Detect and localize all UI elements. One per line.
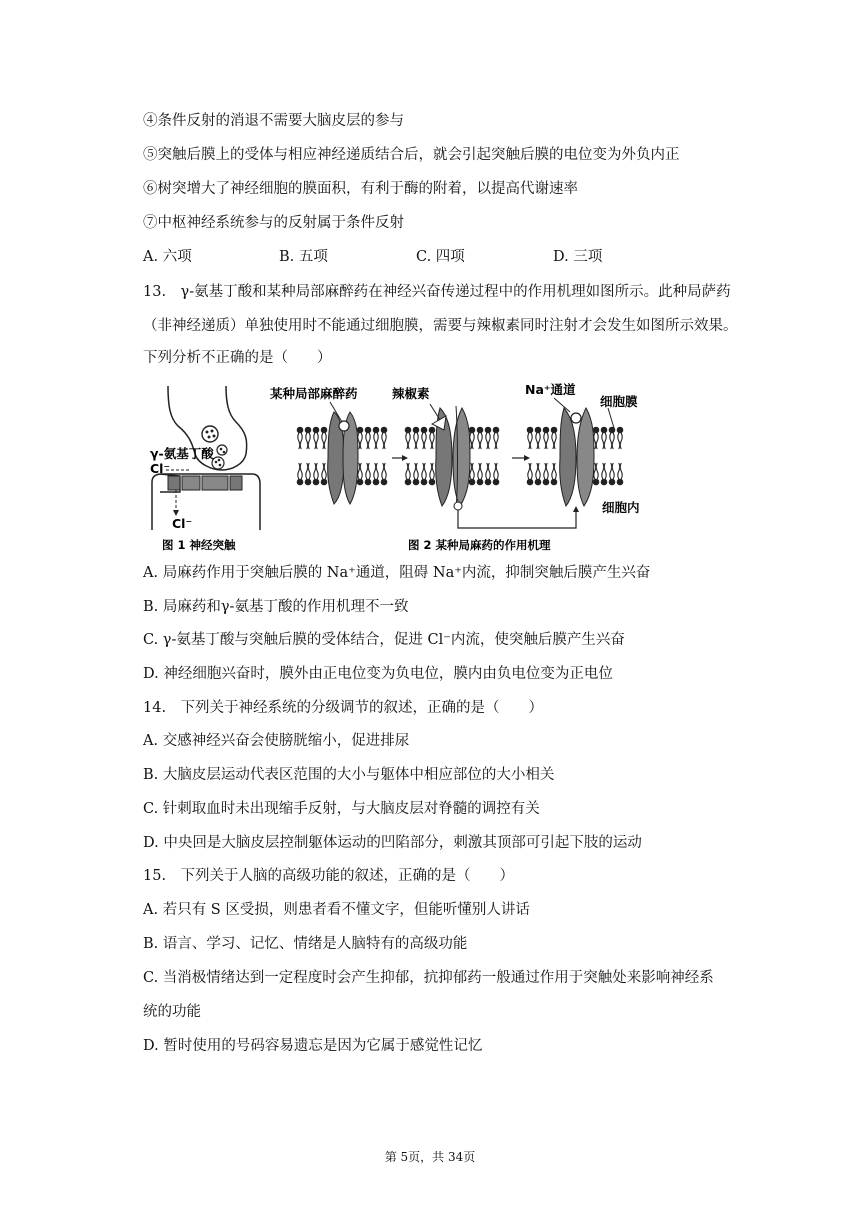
q13-stem-line-1: 13. γ-氨基丁酸和某种局部麻醉药在神经兴奋传递过程中的作用机理如图所示。此种局萨药 (143, 284, 731, 300)
fig2-caption: 图 2 某种局麻药的作用机理 (408, 538, 551, 552)
q14-option-a[interactable]: A. 交感神经兴奋会使膀胱缩小，促进排尿 (143, 733, 410, 749)
q15-option-a[interactable]: A. 若只有 S 区受损，则患者看不懂文字，但能听懂别人讲话 (143, 902, 530, 918)
q15-option-c-cont: 统的功能 (143, 1004, 201, 1020)
q12-options (143, 247, 602, 267)
q14-stem: 14. 下列关于神经系统的分级调节的叙述，正确的是（ ） (143, 700, 544, 716)
item-4: ④条件反射的消退不需要大脑皮层的参与 (143, 113, 404, 129)
q15-option-d[interactable]: D. 暂时使用的号码容易遗忘是因为它属于感觉性记忆 (143, 1038, 483, 1054)
fig1-synapse (150, 386, 260, 552)
q12-option-b[interactable]: B. 五项 (279, 249, 328, 265)
fig1-label-cl-top: Cl⁻ (150, 461, 171, 476)
item-6: ⑥树突增大了神经细胞的膜面积，有利于酶的附着，以提高代谢速率 (143, 181, 578, 197)
q12-option-d[interactable]: D. 三项 (553, 249, 603, 265)
fig1-label-gaba: γ-氨基丁酸 (150, 446, 214, 461)
q15-option-b[interactable]: B. 语言、学习、记忆、情绪是人脑特有的高级功能 (143, 936, 468, 952)
q14-option-b[interactable]: B. 大脑皮层运动代表区范围的大小与躯体中相应部位的大小相关 (143, 767, 555, 783)
q15-stem: 15. 下列关于人脑的高级功能的叙述，正确的是（ ） (143, 868, 515, 884)
item-7: ⑦中枢神经系统参与的反射属于条件反射 (143, 215, 404, 231)
q15-option-c[interactable]: C. 当消极情绪达到一定程度时会产生抑郁，抗抑郁药一般通过作用于突触处来影响神经系 (143, 970, 714, 986)
q12-option-c[interactable]: C. 四项 (416, 249, 465, 265)
q13-stem-line-3: 下列分析不正确的是（ ） (143, 350, 332, 366)
fig2-label-anesthetic: 某种局部麻醉药 (270, 386, 358, 401)
fig2-label-membrane: 细胞膜 (600, 394, 638, 409)
q13-figure (140, 378, 660, 554)
q13-option-a[interactable]: A. 局麻药作用于突触后膜的 Na⁺通道，阻碍 Na⁺内流，抑制突触后膜产生兴奋 (143, 565, 651, 581)
page-footer: 第 5页，共 34页 (384, 1150, 476, 1164)
q13-option-b[interactable]: B. 局麻药和γ-氨基丁酸的作用机理不一致 (143, 599, 409, 615)
q13-stem-line-2: （非神经递质）单独使用时不能通过细胞膜，需要与辣椒素同时注射才会发生如图所示效果。 (143, 318, 738, 334)
fig2-label-inside: 细胞内 (602, 500, 640, 515)
fig1-label-cl-bottom: Cl⁻ (172, 516, 193, 531)
q14-option-d[interactable]: D. 中央回是大脑皮层控制躯体运动的凹陷部分，刺激其顶部可引起下肢的运动 (143, 835, 642, 851)
fig2-mechanism (269, 382, 640, 552)
q13-option-d[interactable]: D. 神经细胞兴奋时，膜外由正电位变为负电位，膜内由负电位变为正电位 (143, 666, 613, 682)
q12-option-a[interactable]: A. 六项 (143, 249, 192, 265)
q13-option-c[interactable]: C. γ-氨基丁酸与突触后膜的受体结合，促进 Cl⁻内流，使突触后膜产生兴奋 (143, 632, 625, 648)
fig1-caption: 图 1 神经突触 (162, 538, 236, 552)
q14-option-c[interactable]: C. 针刺取血时未出现缩手反射，与大脑皮层对脊髓的调控有关 (143, 801, 540, 817)
item-5: ⑤突触后膜上的受体与相应神经递质结合后，就会引起突触后膜的电位变为外负内正 (143, 147, 680, 163)
fig2-label-capsaicin: 辣椒素 (392, 386, 430, 401)
fig2-label-na-channel: Na⁺通道 (525, 382, 576, 397)
